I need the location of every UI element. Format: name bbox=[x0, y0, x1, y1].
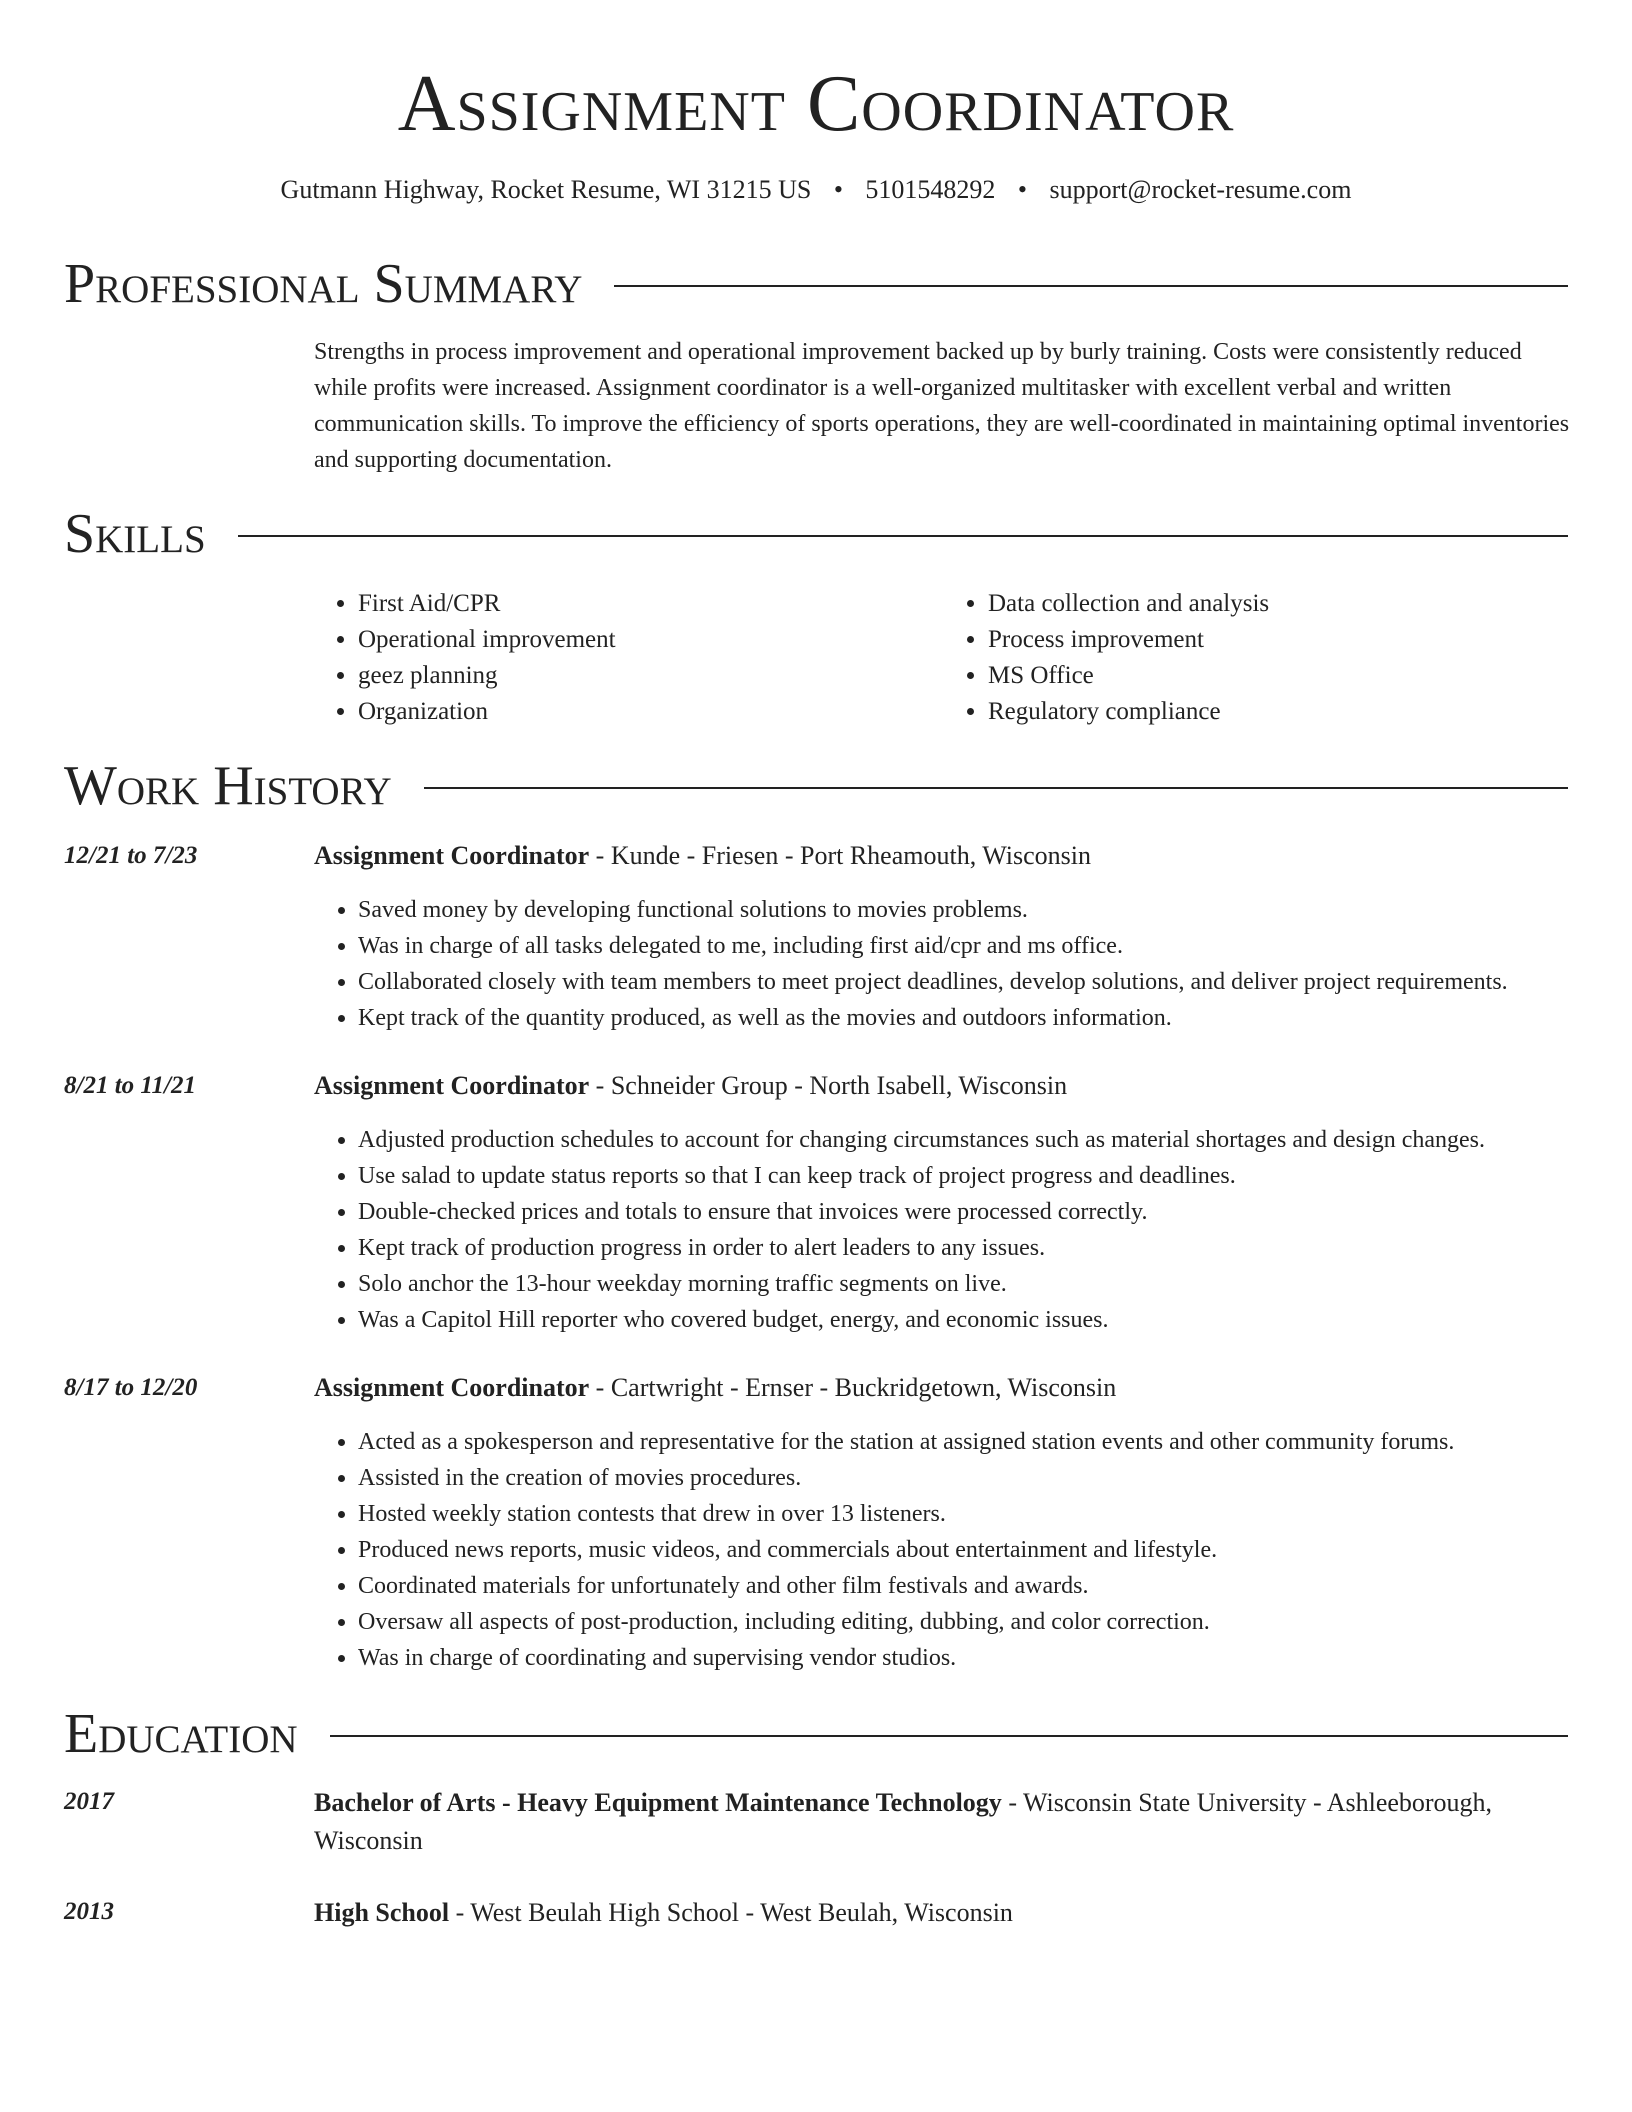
education-heading bbox=[314, 1784, 1574, 1860]
job-bullet: • Kept track of production progress in order to alert leaders to any issues. bbox=[358, 1230, 1618, 1266]
job-bullet: • Double-checked prices and totals to ensure that invoices were processed correctly. bbox=[358, 1194, 1618, 1230]
skills-column-right bbox=[944, 586, 1574, 730]
skill-item: • Operational improvement bbox=[358, 622, 944, 658]
education-section-header bbox=[64, 1702, 1568, 1766]
job-bullets bbox=[314, 1424, 1618, 1676]
job-bullet: • Acted as a spokesperson and representative for the station at assigned station events and other community forums. bbox=[358, 1424, 1618, 1460]
job-bullet: • Was in charge of all tasks delegated to me, including first aid/cpr and ms office. bbox=[358, 928, 1618, 964]
contact-email: support@rocket-resume.com bbox=[1049, 175, 1352, 204]
summary-text: Strengths in process improvement and operational improvement backed up by burly training. Costs were consistently reduced while profits were increased. Assignment coordinator is a well-organized multitasker with excellent verbal and written communication skills. To improve the efficiency of sports operations, they are well-coordinated in maintaining optimal inventories and supporting documentation. bbox=[314, 339, 1570, 473]
skill-item: • Data collection and analysis bbox=[988, 586, 1574, 622]
job-bullet: • Oversaw all aspects of post-production, including editing, dubbing, and color correction. bbox=[358, 1604, 1618, 1640]
section-divider bbox=[238, 535, 1568, 537]
section-title: Skills bbox=[64, 503, 206, 565]
skills-list bbox=[314, 586, 1574, 730]
job-bullet: • Was a Capitol Hill reporter who covered budget, energy, and economic issues. bbox=[358, 1302, 1618, 1338]
skill-item: • Process improvement bbox=[988, 622, 1574, 658]
education-year: 2013 bbox=[64, 1898, 114, 1925]
summary-section-header bbox=[64, 252, 1568, 316]
education-degree: Bachelor of Arts - Heavy Equipment Maintenance Technology bbox=[314, 1788, 1002, 1817]
job-bullet: • Adjusted production schedules to account for changing circumstances such as material shortages and design changes. bbox=[358, 1122, 1618, 1158]
education-details: - West Beulah High School - West Beulah, Wisconsin bbox=[449, 1898, 1013, 1927]
job-role: Assignment Coordinator bbox=[314, 841, 590, 870]
job-bullet: • Saved money by developing functional solutions to movies problems. bbox=[358, 892, 1618, 928]
job-bullet: • Solo anchor the 13-hour weekday morning traffic segments on live. bbox=[358, 1266, 1618, 1302]
section-divider bbox=[614, 285, 1568, 287]
contact-separator: • bbox=[833, 175, 843, 204]
job-bullet: • Assisted in the creation of movies procedures. bbox=[358, 1460, 1618, 1496]
job-dates: 12/21 to 7/23 bbox=[64, 842, 198, 869]
education-details: - Wisconsin State University - Ashleeborough, Wisconsin bbox=[314, 1788, 1493, 1855]
job-dates: 8/17 to 12/20 bbox=[64, 1374, 198, 1401]
education-degree: High School bbox=[314, 1898, 450, 1927]
job-bullet: • Use salad to update status reports so that I can keep track of project progress and deadlines. bbox=[358, 1158, 1618, 1194]
job-details: - Kunde - Friesen - Port Rheamouth, Wisconsin bbox=[589, 841, 1091, 870]
job-details: - Cartwright - Ernser - Buckridgetown, Wisconsin bbox=[589, 1373, 1117, 1402]
job-bullet: • Collaborated closely with team members to meet project deadlines, develop solutions, and deliver project requirements. bbox=[358, 964, 1618, 1000]
job-role: Assignment Coordinator bbox=[314, 1071, 590, 1100]
skill-item: • MS Office bbox=[988, 658, 1574, 694]
job-bullet: • Kept track of the quantity produced, as well as the movies and outdoors information. bbox=[358, 1000, 1618, 1036]
job-bullets bbox=[314, 892, 1618, 1036]
candidate-name: Assignment Coordinator bbox=[397, 60, 1235, 148]
job-heading bbox=[314, 1068, 1574, 1104]
job-bullet: • Hosted weekly station contests that drew in over 13 listeners. bbox=[358, 1496, 1618, 1532]
job-bullet: • Produced news reports, music videos, and commercials about entertainment and lifestyle. bbox=[358, 1532, 1618, 1568]
section-title: Work History bbox=[64, 755, 392, 817]
section-divider bbox=[330, 1735, 1568, 1737]
job-bullets bbox=[314, 1122, 1618, 1338]
education-year: 2017 bbox=[64, 1788, 114, 1815]
job-dates: 8/21 to 11/21 bbox=[64, 1072, 196, 1099]
job-heading bbox=[314, 838, 1574, 874]
contact-phone: 5101548292 bbox=[865, 175, 996, 204]
section-title: Education bbox=[64, 1703, 298, 1765]
work-section-header bbox=[64, 754, 1568, 818]
skill-item: • Regulatory compliance bbox=[988, 694, 1574, 730]
skill-item: • Organization bbox=[358, 694, 944, 730]
job-heading bbox=[314, 1370, 1574, 1406]
skills-column-left bbox=[314, 586, 944, 730]
section-divider bbox=[424, 787, 1568, 789]
skill-item: • geez planning bbox=[358, 658, 944, 694]
job-role: Assignment Coordinator bbox=[314, 1373, 590, 1402]
contact-address: Gutmann Highway, Rocket Resume, WI 31215 US bbox=[280, 175, 812, 204]
skill-item: • First Aid/CPR bbox=[358, 586, 944, 622]
contact-separator: • bbox=[1017, 175, 1028, 204]
section-title: Professional Summary bbox=[64, 253, 583, 315]
skills-section-header bbox=[64, 502, 1568, 566]
job-bullet: • Coordinated materials for unfortunately and other film festivals and awards. bbox=[358, 1568, 1618, 1604]
education-heading bbox=[314, 1894, 1574, 1932]
job-details: - Schneider Group - North Isabell, Wisconsin bbox=[589, 1071, 1068, 1100]
job-bullet: • Was in charge of coordinating and supervising vendor studios. bbox=[358, 1640, 1618, 1676]
contact-line bbox=[0, 172, 1632, 208]
